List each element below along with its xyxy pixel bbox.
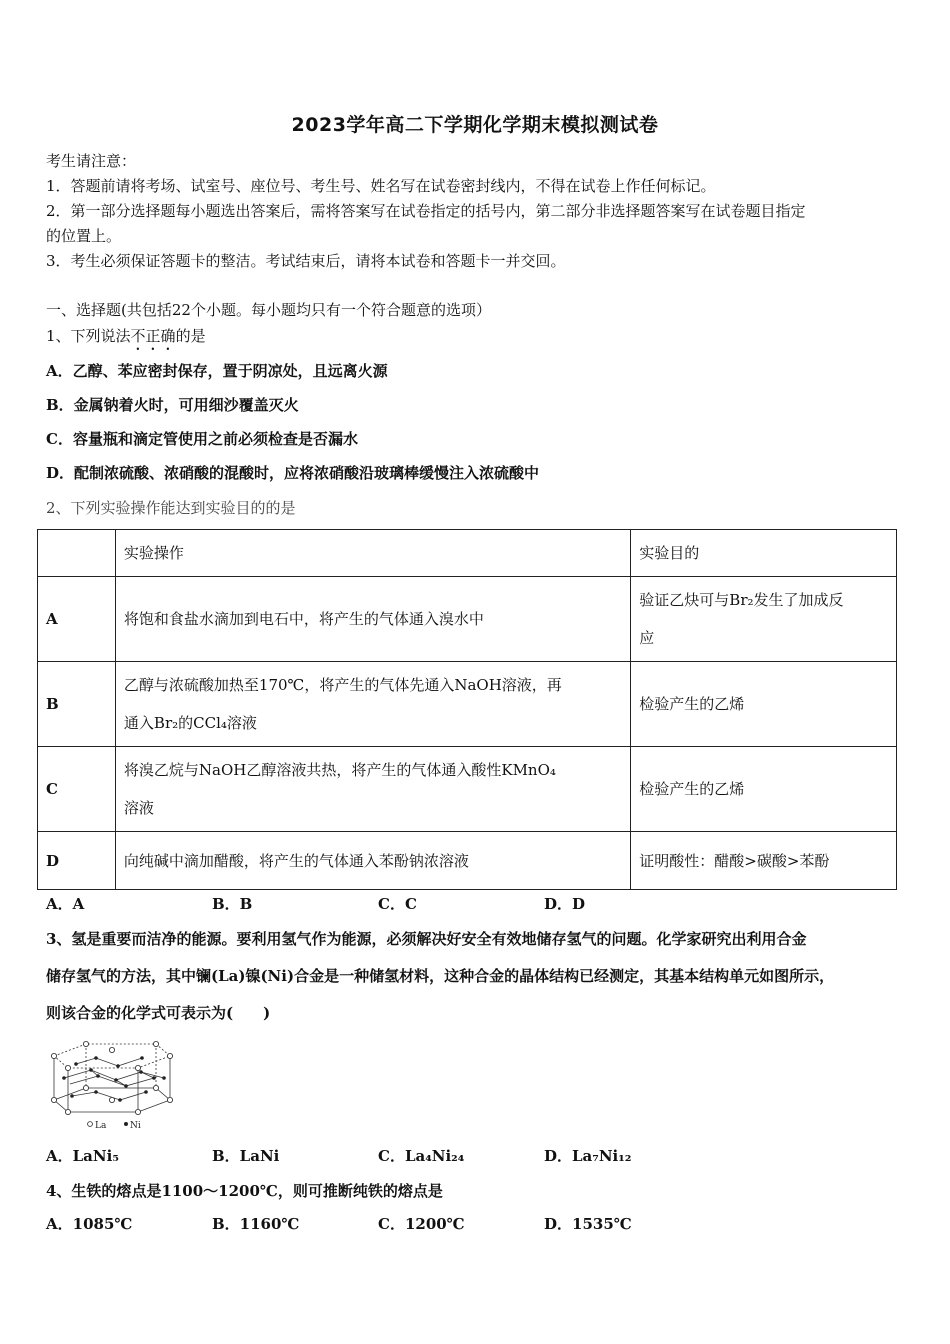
table-cell-operation: 向纯碱中滴加醋酸，将产生的气体通入苯酚钠浓溶液: [115, 832, 630, 890]
answer-option-a: A．LaNi₅: [46, 1147, 119, 1165]
table-row-label: B: [38, 662, 116, 747]
table-cell-operation: 乙醇与浓硫酸加热至170℃，将产生的气体先通入NaOH溶液，再 通入Br₂的CCl₄溶液: [115, 662, 630, 747]
answer-option-d: D．1535℃: [544, 1215, 632, 1233]
table-row: [38, 832, 897, 890]
table-cell-goal: 检验产生的乙烯: [631, 662, 897, 747]
section-heading: 一、选择题(共包括22个小题。每小题均只有一个符合题意的选项）: [46, 301, 491, 319]
answer-option-b: B．1160℃: [212, 1215, 300, 1233]
question-1-option-a: A．乙醇、苯应密封保存，置于阴凉处，且远离火源: [46, 362, 388, 380]
question-4-options: [46, 1213, 710, 1235]
question-4-stem: 4、生铁的熔点是1100～1200℃，则可推断纯铁的熔点是: [46, 1182, 443, 1200]
question-1-stem-emphasis: 不正确: [130, 327, 176, 345]
answer-option-d: D．La₇Ni₁₂: [544, 1147, 632, 1165]
experiment-table: [37, 529, 897, 890]
table-cell-goal: 检验产生的乙烯: [631, 747, 897, 832]
answer-option-c: C．C: [378, 895, 417, 913]
table-header-cell: 实验目的: [631, 530, 897, 577]
question-2-stem: 2、下列实验操作能达到实验目的的是: [46, 499, 296, 517]
notice-heading: 考生请注意：: [46, 152, 137, 170]
notice-item-2-line-2: 的位置上。: [46, 227, 122, 245]
table-header-row: [38, 530, 897, 577]
table-row-label: D: [38, 832, 116, 890]
legend-ni-label: Ni: [130, 1121, 141, 1131]
table-cell-operation: 将饱和食盐水滴加到电石中，将产生的气体通入溴水中: [115, 577, 630, 662]
table-row: [38, 662, 897, 747]
table-cell-operation: 将溴乙烷与NaOH乙醇溶液共热，将产生的气体通入酸性KMnO₄ 溶液: [115, 747, 630, 832]
question-2-options: [46, 893, 710, 915]
answer-option-b: B．LaNi: [212, 1147, 280, 1165]
legend-la-label: La: [95, 1121, 107, 1131]
answer-option-d: D．D: [544, 895, 586, 913]
table-row-label: A: [38, 577, 116, 662]
question-3-line-1: 3、氢是重要而洁净的能源。要利用氢气作为能源，必须解决好安全有效地储存氢气的问题。化学家研究出利用合金: [46, 930, 807, 948]
crystal-structure-figure: [46, 1038, 178, 1134]
table-row-label: C: [38, 747, 116, 832]
question-1-stem-suffix: 的是: [175, 327, 206, 345]
question-3-line-2: 储存氢气的方法，其中镧(La)镍(Ni)合金是一种储氢材料，这种合金的晶体结构已经测定，其基本结构单元如图所示，: [46, 967, 835, 985]
table-header-cell: [38, 530, 116, 577]
question-1-stem-prefix: 1、下列说法: [46, 327, 131, 345]
question-3-options: [46, 1145, 710, 1167]
notice-item-2-line-1: 2．第一部分选择题每小题选出答案后，需将答案写在试卷指定的括号内，第二部分非选择题答案写在试卷题目指定: [46, 202, 806, 220]
page-title: 2023学年高二下学期化学期末模拟测试卷: [291, 114, 659, 136]
table-row: [38, 577, 897, 662]
answer-option-a: A．1085℃: [46, 1215, 133, 1233]
table-row: [38, 747, 897, 832]
question-1-stem: [46, 325, 206, 354]
answer-option-c: C．1200℃: [378, 1215, 465, 1233]
question-1-option-b: B．金属钠着火时，可用细沙覆盖灭火: [46, 396, 299, 414]
answer-option-a: A．A: [46, 895, 85, 913]
question-1-option-c: C．容量瓶和滴定管使用之前必须检查是否漏水: [46, 430, 358, 448]
table-cell-goal: 验证乙炔可与Br₂发生了加成反 应: [631, 577, 897, 662]
question-3-line-3: 则该合金的化学式可表示为( ): [46, 1004, 271, 1022]
table-cell-goal: 证明酸性：醋酸>碳酸>苯酚: [631, 832, 897, 890]
table-header-cell: 实验操作: [115, 530, 630, 577]
question-1-option-d: D．配制浓硫酸、浓硝酸的混酸时，应将浓硝酸沿玻璃棒缓慢注入浓硫酸中: [46, 464, 540, 482]
notice-item-3: 3．考生必须保证答题卡的整洁。考试结束后，请将本试卷和答题卡一并交回。: [46, 252, 566, 270]
answer-option-b: B．B: [212, 895, 253, 913]
answer-option-c: C．La₄Ni₂₄: [378, 1147, 465, 1165]
notice-item-1: 1．答题前请将考场、试室号、座位号、考生号、姓名写在试卷密封线内，不得在试卷上作任何标记。: [46, 177, 716, 195]
